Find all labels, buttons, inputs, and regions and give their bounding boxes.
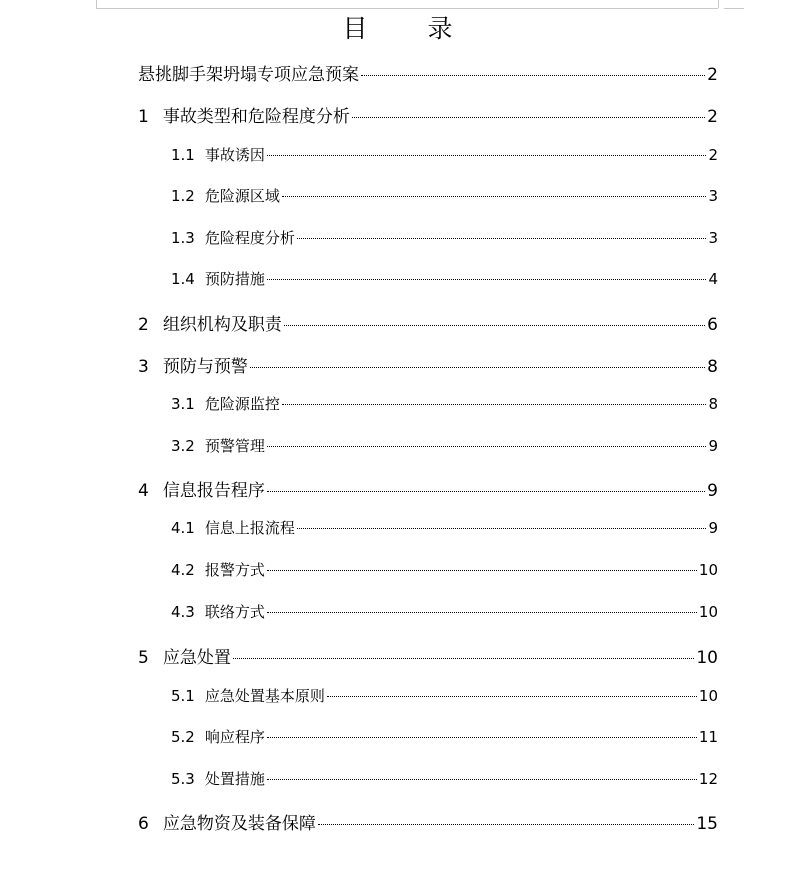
toc-entry-title: 预防与预警 [162,357,248,377]
margin-corner-mark-right [718,0,719,8]
toc-dot-leader [297,528,707,529]
toc-entry-title: 预防措施 [204,270,265,288]
toc-entry-title: 应急处置 [162,648,231,668]
toc-entry[interactable] [171,559,718,580]
toc-dot-leader [250,367,705,368]
toc-entry-number: 1 [138,107,149,127]
toc-entry[interactable] [171,726,718,747]
toc-entry-number: 3.2 [171,437,195,455]
toc-dot-leader [267,446,707,447]
toc-dot-leader [267,737,697,738]
toc-entry-number: 4 [138,481,149,501]
toc-entry-page-number: 9 [708,437,718,455]
toc-entry[interactable] [138,352,718,377]
toc-entry-page-number: 9 [707,481,718,501]
toc-entry[interactable] [171,435,718,456]
toc-entry-page-number: 8 [707,357,718,377]
toc-entry[interactable] [138,102,718,127]
toc-entry[interactable] [171,768,718,789]
toc-entry-page-number: 10 [696,648,718,668]
toc-entry-title: 响应程序 [204,728,265,746]
toc-entry-page-number: 12 [698,770,718,788]
toc-dot-leader [267,155,707,156]
toc-entry-number: 1.3 [171,229,195,247]
toc-entry[interactable] [171,185,718,206]
page-top-rule [96,8,718,9]
toc-entry-page-number: 2 [707,107,718,127]
toc-entry-page-number: 9 [708,519,718,537]
toc-entry-title: 危险源监控 [204,395,280,413]
toc-entry[interactable] [138,310,718,335]
toc-entry[interactable] [138,60,718,85]
toc-entry-number: 1.1 [171,146,195,164]
toc-entry-number: 5 [138,648,149,668]
toc-dot-leader [327,696,697,697]
toc-entry-page-number: 10 [698,561,718,579]
toc-entry-number: 5.1 [171,687,195,705]
margin-corner-mark-left [96,0,97,8]
page-top-rule-extension [724,8,744,9]
toc-entry-page-number: 3 [708,229,718,247]
toc-entry-title: 组织机构及职责 [162,315,282,335]
toc-entry-page-number: 8 [708,395,718,413]
toc-entry[interactable] [171,517,718,538]
toc-dot-leader [267,779,697,780]
toc-entry-title: 报警方式 [204,561,265,579]
toc-entry[interactable] [171,601,718,622]
toc-entry-number: 3 [138,357,149,377]
toc-entry-title: 悬挑脚手架坍塌专项应急预案 [138,65,359,85]
toc-entry-title: 信息上报流程 [204,519,295,537]
toc-dot-leader [318,824,695,825]
toc-entry-page-number: 11 [698,728,718,746]
toc-dot-leader [267,612,697,613]
toc-entry-number: 1.2 [171,187,195,205]
toc-entry[interactable] [138,643,718,668]
toc-entry-number: 3.1 [171,395,195,413]
toc-entry[interactable] [171,685,718,706]
toc-entry-page-number: 6 [707,315,718,335]
toc-entry-page-number: 10 [698,603,718,621]
toc-dot-leader [267,491,705,492]
toc-entry[interactable] [171,227,718,248]
toc-dot-leader [282,196,707,197]
toc-entry-page-number: 3 [708,187,718,205]
toc-dot-leader [233,658,695,659]
toc-entry-number: 5.3 [171,770,195,788]
toc-entry-title: 事故诱因 [204,146,265,164]
toc-entry-number: 4.3 [171,603,195,621]
toc-entry-title: 事故类型和危险程度分析 [162,107,350,127]
toc-dot-leader [297,238,707,239]
toc-entry-title: 应急物资及装备保障 [162,814,316,834]
toc-entry-title: 预警管理 [204,437,265,455]
toc-entry-page-number: 10 [698,687,718,705]
toc-entry-title: 应急处置基本原则 [204,687,325,705]
toc-entry[interactable] [171,393,718,414]
toc-dot-leader [267,279,707,280]
toc-dot-leader [352,117,705,118]
toc-entry-number: 4.1 [171,519,195,537]
toc-dot-leader [361,75,705,76]
toc-entry-page-number: 4 [708,270,718,288]
toc-entry[interactable] [171,144,718,165]
toc-entry-title: 联络方式 [204,603,265,621]
toc-entry-page-number: 15 [696,814,718,834]
toc-entry-page-number: 2 [707,65,718,85]
toc-entry[interactable] [171,268,718,289]
page-title: 目 录 [342,14,479,43]
toc-entry-number: 4.2 [171,561,195,579]
toc-entry-page-number: 2 [708,146,718,164]
toc-entry-title: 信息报告程序 [162,481,265,501]
toc-dot-leader [284,325,705,326]
toc-entry-number: 5.2 [171,728,195,746]
toc-dot-leader [267,570,697,571]
toc-entry[interactable] [138,809,718,834]
toc-entry-title: 处置措施 [204,770,265,788]
toc-entry-number: 1.4 [171,270,195,288]
toc-entry[interactable] [138,476,718,501]
toc-dot-leader [282,404,707,405]
toc-entry-number: 6 [138,814,149,834]
toc-entry-title: 危险源区域 [204,187,280,205]
toc-entry-title: 危险程度分析 [204,229,295,247]
toc-entry-number: 2 [138,315,149,335]
